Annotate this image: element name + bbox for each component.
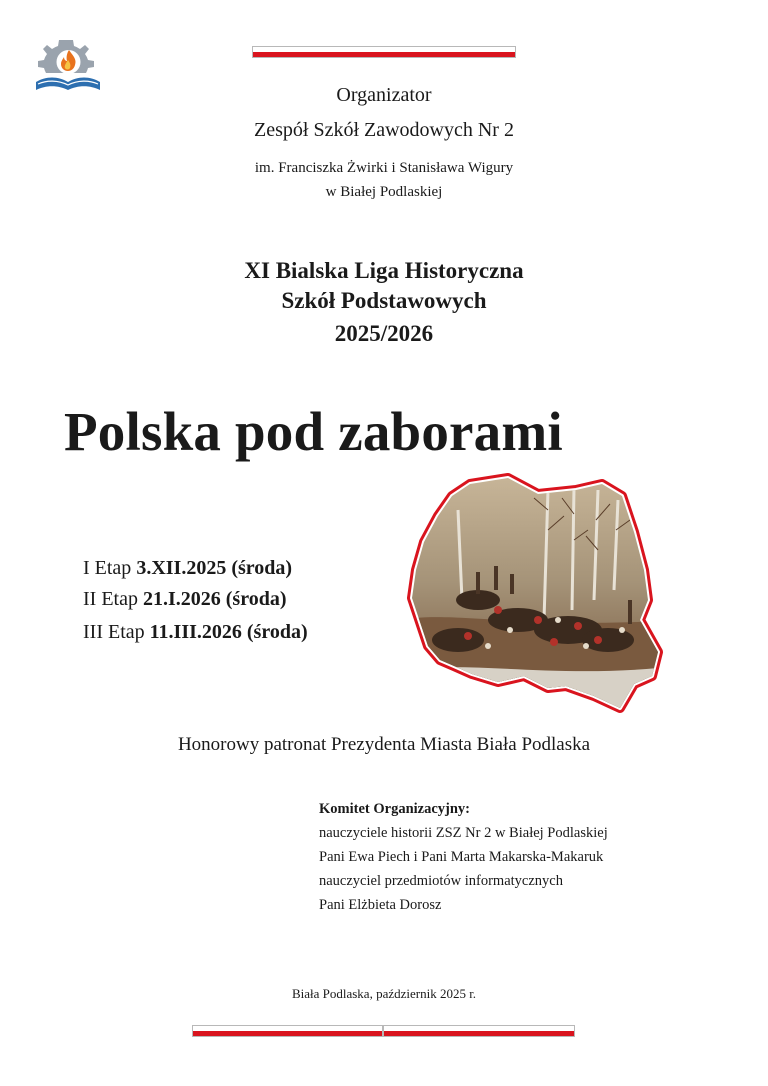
- honorary-patronage: Honorowy patronat Prezydenta Miasta Biała Podlaska: [177, 734, 591, 755]
- committee-line: Pani Ewa Piech i Pani Marta Makarska-Makaruk: [319, 849, 604, 865]
- league-season: 2025/2026: [334, 321, 434, 346]
- school-location-line: w Białej Podlaskiej: [325, 184, 443, 200]
- top-flag-bar: [252, 46, 516, 58]
- stage-date: 11.III.2026 (środa): [149, 621, 308, 643]
- organizer-label: Organizator: [336, 84, 432, 106]
- stage-date: 21.I.2026 (środa): [142, 588, 287, 610]
- stage-item: [83, 588, 287, 611]
- league-title: XI Bialska Liga Historyczna: [244, 258, 524, 283]
- bottom-flag-bar-right: [383, 1025, 575, 1037]
- bottom-flag-bar-left: [192, 1025, 383, 1037]
- stage-label: I Etap: [83, 557, 132, 579]
- main-title: Polska pod zaborami: [64, 401, 563, 462]
- school-name: Zespół Szkół Zawodowych Nr 2: [254, 119, 514, 141]
- committee-heading: Komitet Organizacyjny:: [319, 801, 471, 817]
- stage-label: III Etap: [83, 621, 145, 643]
- poland-map-painting-icon: [398, 470, 678, 720]
- league-subtitle: Szkół Podstawowych: [281, 288, 487, 313]
- stage-date: 3.XII.2025 (środa): [136, 557, 293, 579]
- stage-item: [83, 557, 292, 580]
- organizing-committee: [319, 797, 608, 917]
- school-patron-line: im. Franciszka Żwirki i Stanisława Wigury: [254, 160, 514, 176]
- committee-line: Pani Elżbieta Dorosz: [319, 897, 442, 913]
- stage-item: [83, 621, 308, 644]
- stage-label: II Etap: [83, 588, 138, 610]
- committee-line: nauczyciele historii ZSZ Nr 2 w Białej Podlaskiej: [319, 825, 608, 841]
- committee-line: nauczyciel przedmiotów informatycznych: [319, 873, 563, 889]
- place-and-date: Biała Podlaska, październik 2025 r.: [291, 986, 477, 1001]
